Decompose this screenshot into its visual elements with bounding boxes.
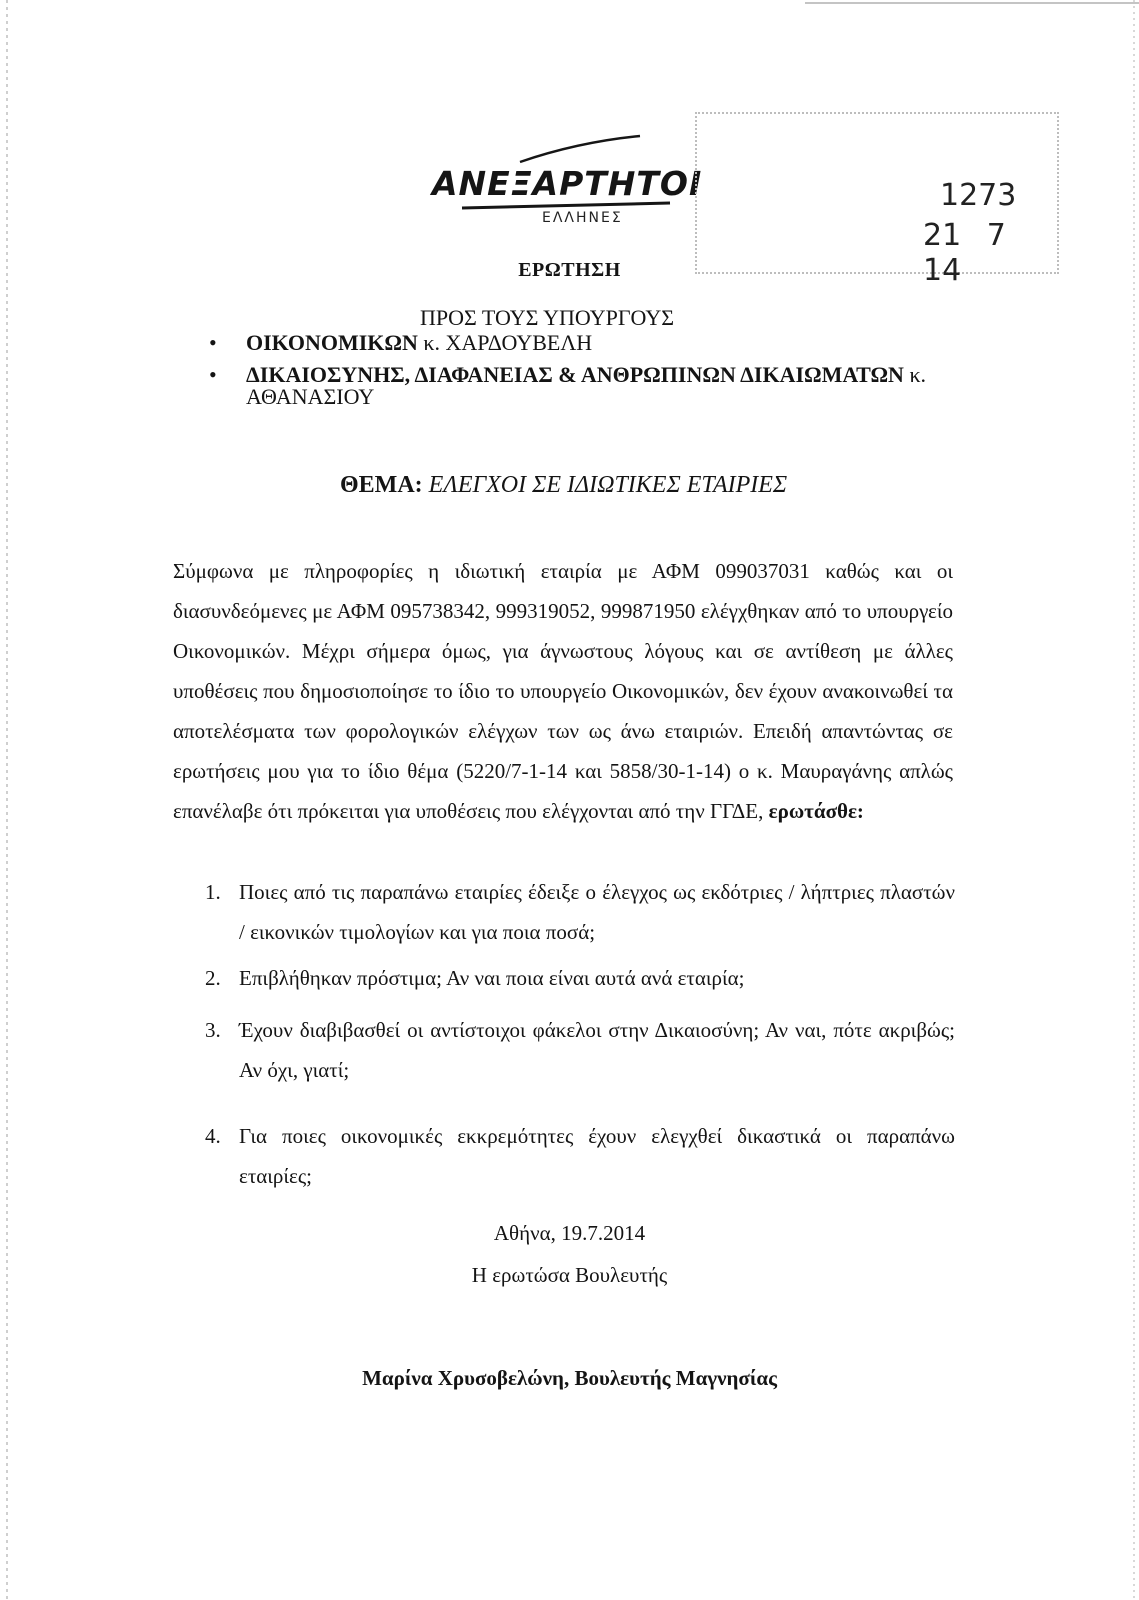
protocol-stamp (695, 112, 1065, 288)
body-paragraph (173, 551, 953, 831)
question-text: Επιβλήθηκαν πρόστιμα; Αν ναι ποια είναι αυτά ανά εταιρία; (239, 966, 745, 990)
recipient-minister: κ. (909, 362, 927, 387)
question-item (205, 1116, 955, 1196)
signature-line: Μαρίνα Χρυσοβελώνη, Βουλευτής Μαγνησίας (362, 1366, 777, 1390)
question-number: 2. (205, 966, 221, 990)
place-date: Αθήνα, 19.7.2014 (493, 1221, 646, 1245)
question-text: Έχουν διαβιβασθεί οι αντίστοιχοι φάκελοι στην Δικαιοσύνη; Αν ναι, πότε ακριβώς; Αν όχι, γιατί; (239, 1018, 955, 1082)
question-item (205, 1010, 955, 1090)
question-number: 4. (205, 1124, 221, 1148)
question-item (205, 872, 955, 952)
body-emphasis: ερωτάσθε: (768, 799, 864, 823)
signatory-role: Η ερωτώσα Βουλευτής (471, 1263, 668, 1287)
subject-line (340, 472, 787, 499)
subject-text: ΕΛΕΓΧΟΙ ΣΕ ΙΔΙΩΤΙΚΕΣ ΕΤΑΙΡΙΕΣ (428, 472, 788, 498)
recipient-ministry: ΔΙΚΑΙΟΣΥΝΗΣ, ΔΙΑΦΑΝΕΙΑΣ & ΑΝΘΡΩΠΙΝΩΝ ΔΙΚΑΙΩΜΑΤΩΝ (246, 362, 904, 387)
scan-top-rule (805, 2, 1139, 4)
stamp-protocol-number: 1273 (940, 178, 1017, 213)
recipients-intro: ΠΡΟΣ ΤΟΥΣ ΥΠΟΥΡΓΟΥΣ (420, 305, 675, 330)
bullet-marker: • (209, 330, 217, 355)
document-title: ΕΡΩΤΗΣΗ (518, 259, 621, 281)
question-number: 3. (205, 1018, 221, 1042)
logo-subtitle: ΕΛΛΗΝΕΣ (542, 210, 623, 226)
recipient-ministry: ΟΙΚΟΝΟΜΙΚΩΝ (246, 330, 418, 355)
body-text: Σύμφωνα με πληροφορίες η ιδιωτική εταιρία με ΑΦΜ 099037031 καθώς και οι διασυνδεόμενες με ΑΦΜ 095738342, 999319052, 999871950 ελέγχθηκαν από το υπουργείο Οικονομικών. Μέχρι σήμερα όμως, για άγνωστους λόγους και σε αντίθεση με άλλες υποθέσεις που δημοσιοποίησε το ίδιο το υπουργείο Οικονομικών, δεν έχουν ανακοινωθεί τα αποτελέσματα των φορολογικών ελέγχων των ως άνω εταιριών. Επειδή απαντώντας σε ερωτήσεις μου για το ίδιο θέμα (5220/7-1-14 και 5858/30-1-14) ο κ. Μαυραγάνης απλώς επανέλαβε ότι πρόκειται για υποθέσεις που ελέγχονται από την ΓΓΔΕ, (173, 559, 953, 823)
scan-edge-right (1133, 0, 1135, 1600)
stamp-date: 21 7 14 (923, 218, 1006, 288)
recipient-item (246, 330, 592, 356)
question-text: Ποιες από τις παραπάνω εταιρίες έδειξε ο έλεγχος ως εκδότριες / λήπτριες πλαστών / εικονικών τιμολογίων και για ποια ποσά; (239, 880, 955, 944)
question-number: 1. (205, 880, 221, 904)
bullet-marker: • (209, 362, 217, 387)
recipient-minister-continued: ΑΘΑΝΑΣΙΟΥ (246, 384, 375, 409)
subject-label: ΘΕΜΑ: (340, 472, 423, 498)
question-item (205, 958, 955, 998)
logo-wordmark: ΑΝΕΞΑΡΤΗΤΟΙ (432, 164, 703, 203)
question-text: Για ποιες οικονομικές εκκρεμότητες έχουν ελεγχθεί δικαστικά οι παραπάνω εταιρίες; (239, 1124, 955, 1188)
recipient-minister: κ. ΧΑΡΔΟΥΒΕΛΗ (423, 330, 593, 355)
scan-edge-left (6, 0, 8, 1600)
party-logo (428, 128, 718, 238)
